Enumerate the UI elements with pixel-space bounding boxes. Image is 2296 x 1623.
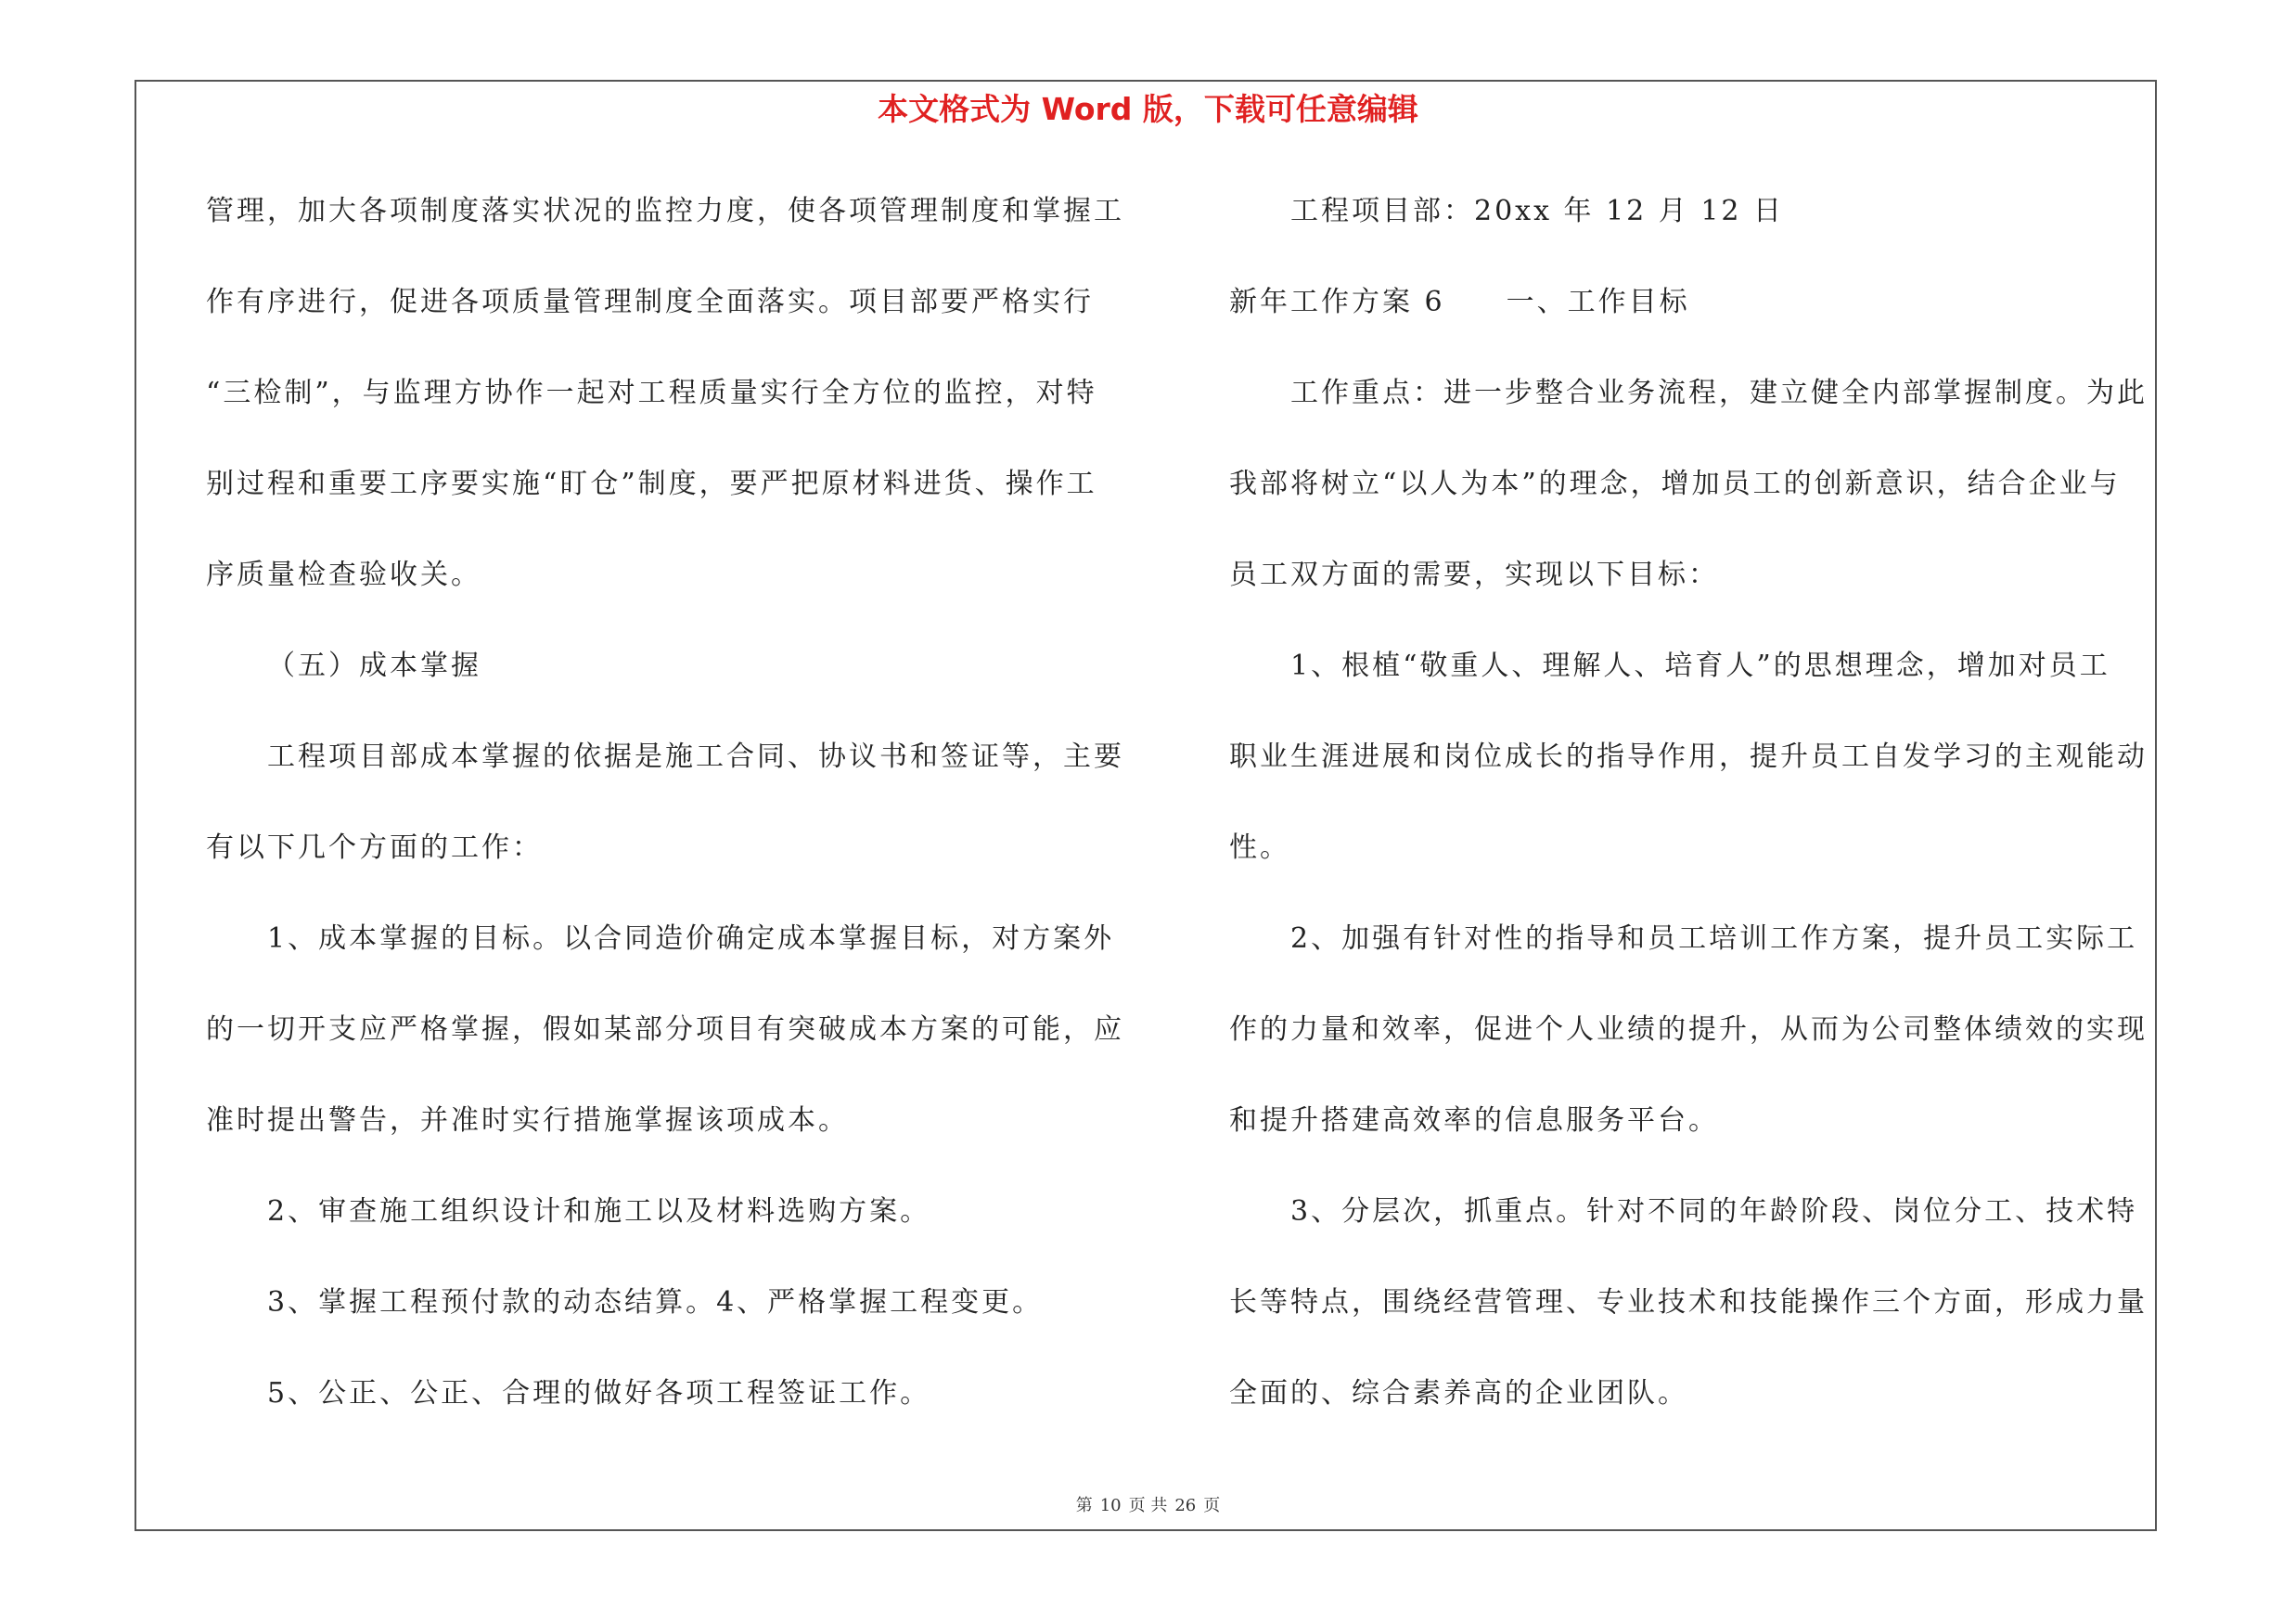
text-line: 工程项目部成本掌握的依据是施工合同、协议书和签证等，主要 xyxy=(267,741,1124,773)
text-line: 员工双方面的需要，实现以下目标： xyxy=(1229,559,1719,591)
footer-suffix: 页 xyxy=(1203,1496,1221,1515)
word-format-banner: 本文格式为 Word 版，下载可任意编辑 xyxy=(878,91,1418,127)
text-line: 新年工作方案 6 一、工作目标 xyxy=(1229,286,1690,318)
text-line: 2、加强有针对性的指导和员工培训工作方案，提升员工实际工 xyxy=(1290,922,2138,955)
text-line: 全面的、综合素养高的企业团队。 xyxy=(1229,1377,1688,1410)
left-column xyxy=(206,184,1124,1457)
text-line: 工作重点：进一步整合业务流程，建立健全内部掌握制度。为此 xyxy=(1290,377,2148,409)
page-footer xyxy=(0,1492,2296,1516)
text-line: 1、根植“敬重人、理解人、培育人”的思想理念，增加对员工 xyxy=(1290,650,2110,682)
text-line: 3、分层次，抓重点。针对不同的年龄阶段、岗位分工、技术特 xyxy=(1290,1195,2138,1228)
text-line: 的一切开支应严格掌握，假如某部分项目有突破成本方案的可能，应 xyxy=(206,1013,1124,1046)
current-page-number: 10 xyxy=(1099,1496,1122,1515)
text-line: 和提升搭建高效率的信息服务平台。 xyxy=(1229,1104,1719,1137)
text-line: 2、审查施工组织设计和施工以及材料选购方案。 xyxy=(267,1195,931,1228)
text-line: 我部将树立“以人为本”的理念，增加员工的创新意识，结合企业与 xyxy=(1229,468,2121,500)
text-line: 有以下几个方面的工作： xyxy=(206,831,543,864)
text-line: 5、公正、公正、合理的做好各项工程签证工作。 xyxy=(267,1377,931,1410)
footer-prefix: 第 xyxy=(1075,1496,1093,1515)
text-line: 1、成本掌握的目标。以合同造价确定成本掌握目标，对方案外 xyxy=(267,922,1115,955)
text-line: “三检制”，与监理方协作一起对工程质量实行全方位的监控，对特 xyxy=(206,377,1097,409)
text-line: （五）成本掌握 xyxy=(267,650,481,682)
text-line: 职业生涯进展和岗位成长的指导作用，提升员工自发学习的主观能动 xyxy=(1229,741,2148,773)
text-line: 管理，加大各项制度落实状况的监控力度，使各项管理制度和掌握工 xyxy=(206,195,1124,227)
text-line: 准时提出警告，并准时实行措施掌握该项成本。 xyxy=(206,1104,849,1137)
text-line: 性。 xyxy=(1229,831,1290,864)
text-line: 3、掌握工程预付款的动态结算。4、严格掌握工程变更。 xyxy=(267,1286,1044,1319)
total-pages-number: 26 xyxy=(1174,1496,1197,1515)
text-line: 别过程和重要工序要实施“盯仓”制度，要严把原材料进货、操作工 xyxy=(206,468,1097,500)
text-line: 作的力量和效率，促进个人业绩的提升，从而为公司整体绩效的实现 xyxy=(1229,1013,2148,1046)
right-column xyxy=(1229,184,2152,1457)
text-line: 工程项目部：20xx 年 12 月 12 日 xyxy=(1290,195,1785,227)
footer-mid: 页 共 xyxy=(1128,1496,1168,1515)
text-line: 序质量检查验收关。 xyxy=(206,559,481,591)
text-line: 作有序进行，促进各项质量管理制度全面落实。项目部要严格实行 xyxy=(206,286,1094,318)
text-line: 长等特点，围绕经营管理、专业技术和技能操作三个方面，形成力量 xyxy=(1229,1286,2148,1319)
